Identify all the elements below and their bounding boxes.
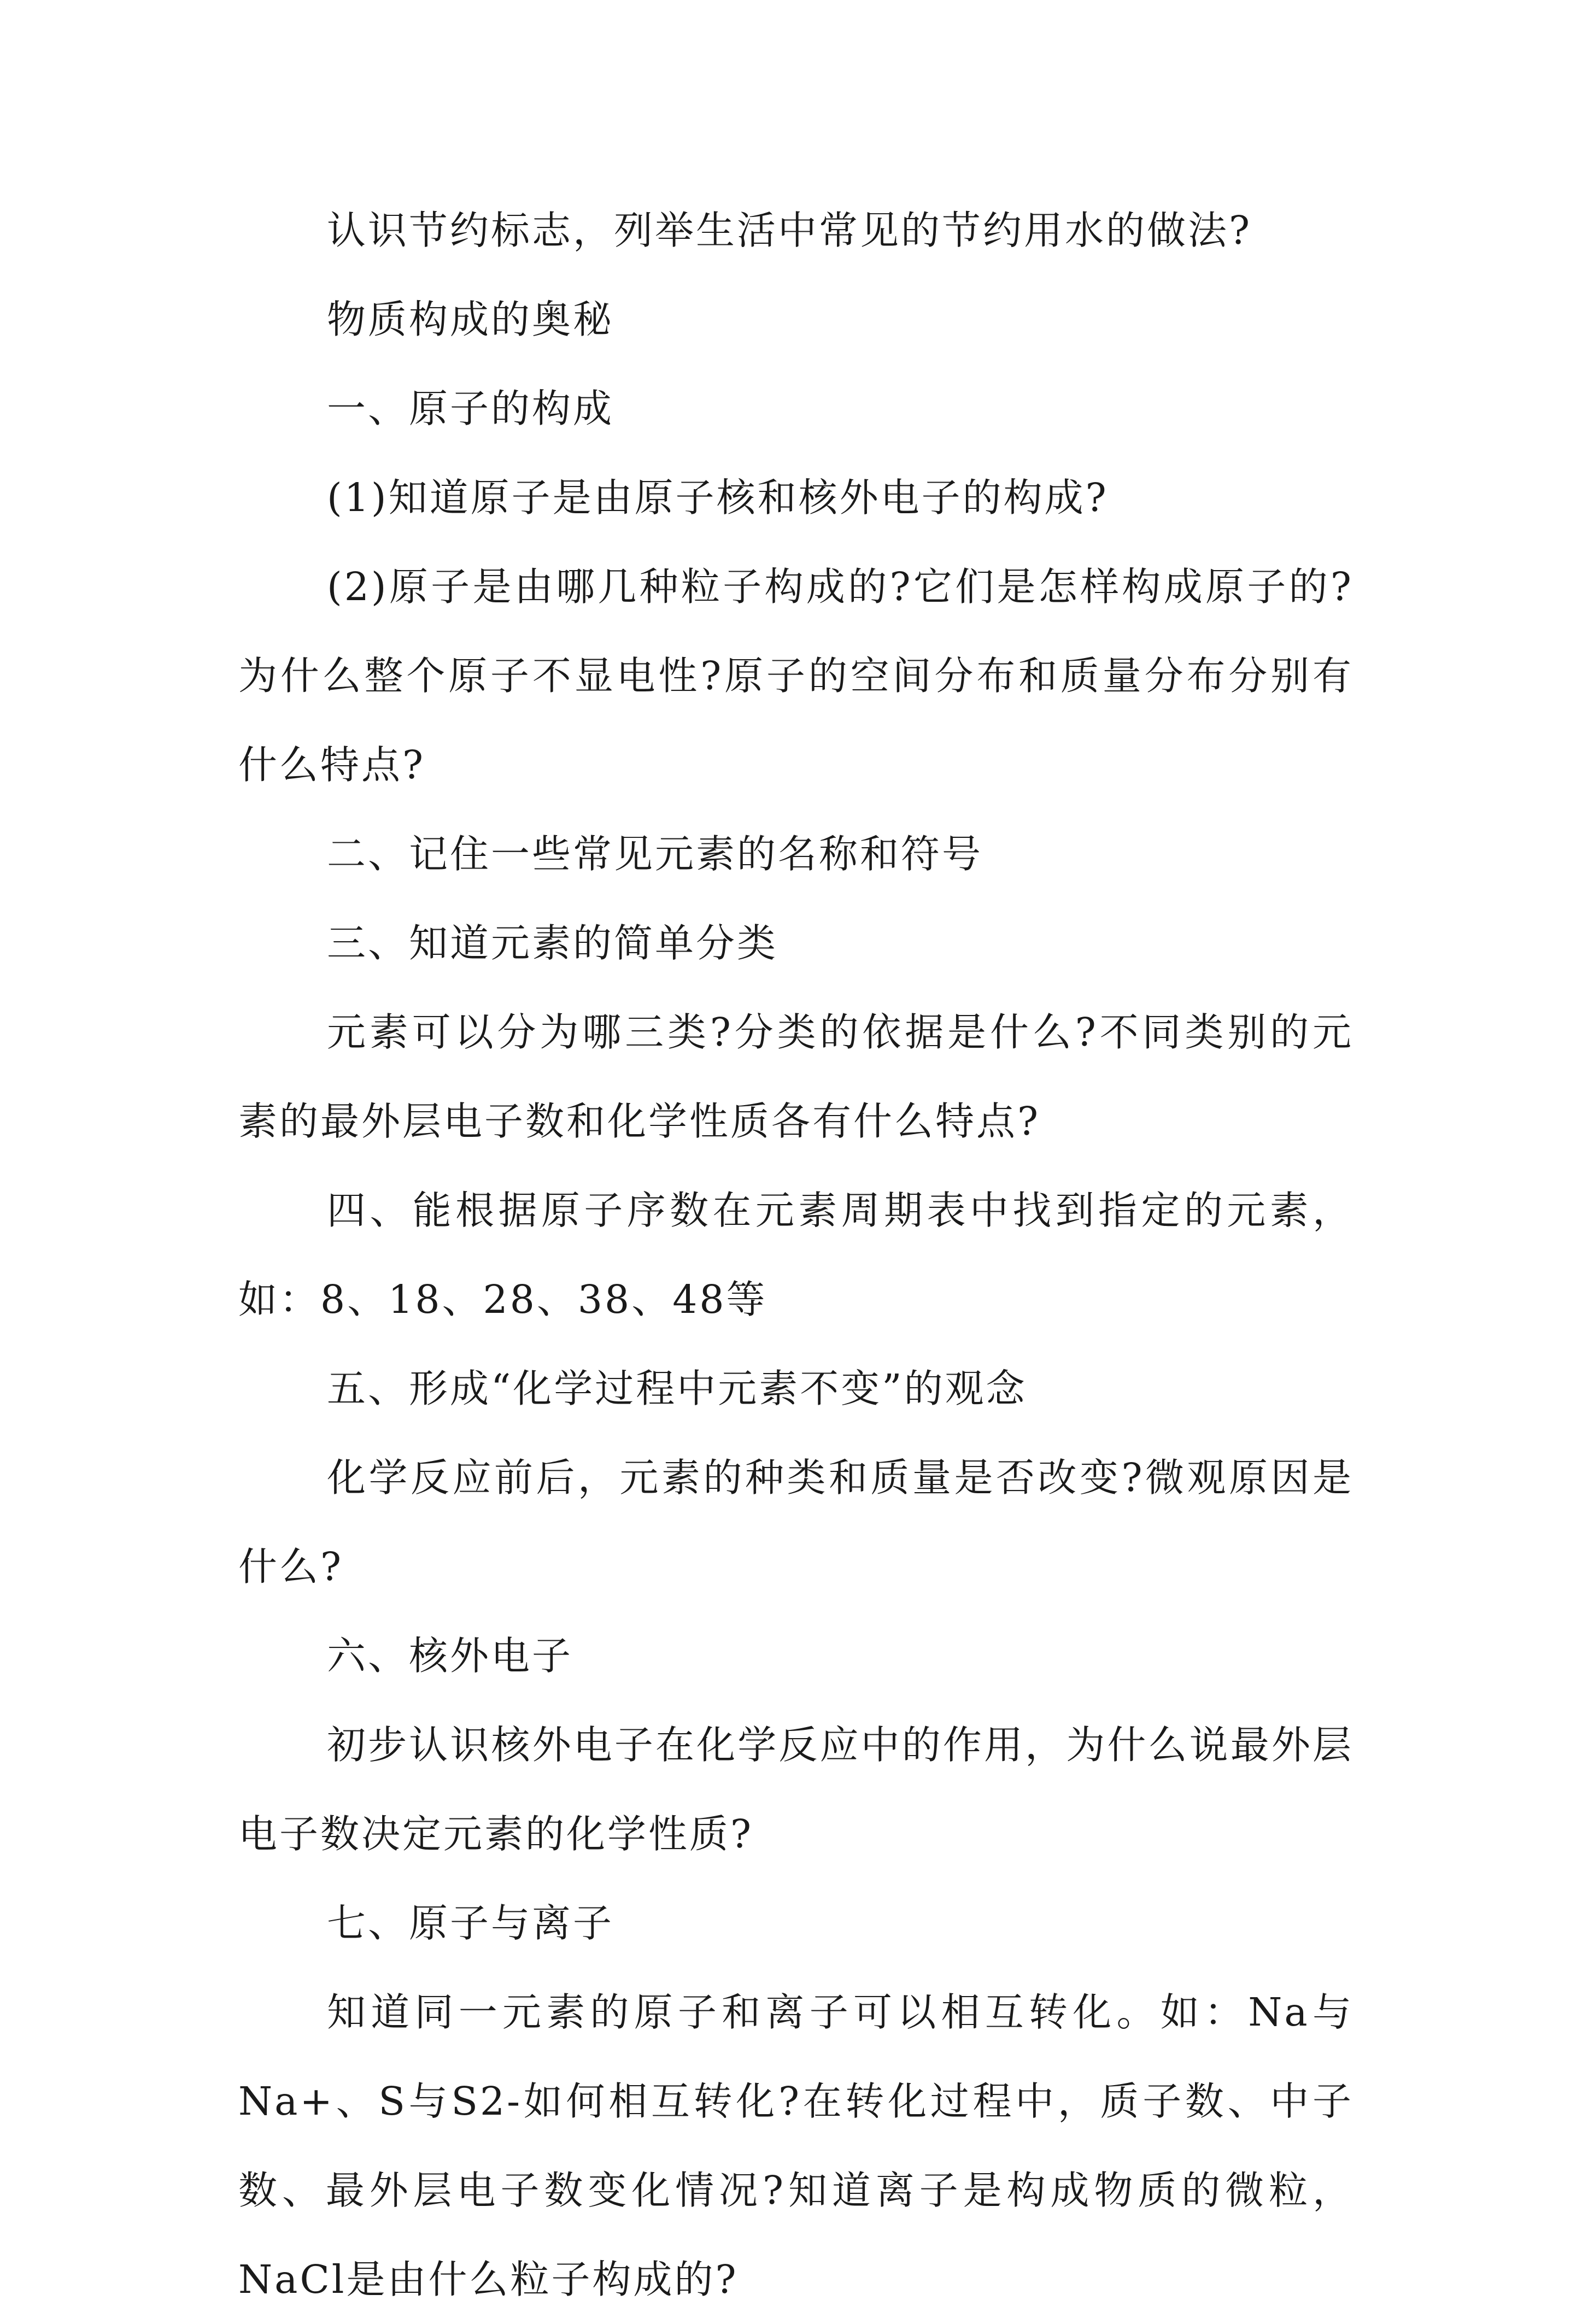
paragraph-element-classes: 元素可以分为哪三类?分类的依据是什么?不同类别的元素的最外层电子数和化学性质各有什么特点? [238, 1010, 1354, 1144]
section-heading-matter-structure: 物质构成的奥秘 [327, 297, 614, 342]
heading-atoms-and-ions: 七、原子与离子 [327, 1900, 614, 1946]
heading-periodic-table: 四、能根据原子序数在元素周期表中找到指定的元素，如：8、18、28、38、48等 [238, 1188, 1354, 1322]
paragraph-point-1: (1)知道原子是由原子核和核外电子的构成? [327, 475, 1109, 520]
heading-atom-structure: 一、原子的构成 [327, 386, 614, 431]
paragraph-atoms-and-ions: 知道同一元素的原子和离子可以相互转化。如：Na与Na+、S与S2-如何相互转化?在转化过程中，质子数、中子数、最外层电子数变化情况?知道离子是构成物质的微粒，NaCl是由什么粒子构成的? [238, 1990, 1354, 2302]
heading-element-classification: 三、知道元素的简单分类 [327, 920, 778, 966]
heading-element-conservation: 五、形成“化学过程中元素不变”的观念 [327, 1366, 1027, 1411]
heading-outer-electrons: 六、核外电子 [327, 1633, 573, 1679]
heading-element-names: 二、记住一些常见元素的名称和符号 [327, 831, 983, 877]
paragraph-water-saving: 认识节约标志，列举生活中常见的节约用水的做法? [327, 208, 1252, 253]
document-body [238, 186, 1354, 2324]
paragraph-reaction-conservation: 化学反应前后，元素的种类和质量是否改变?微观原因是什么? [238, 1455, 1354, 1589]
paragraph-outer-electrons: 初步认识核外电子在化学反应中的作用，为什么说最外层电子数决定元素的化学性质? [238, 1722, 1354, 1857]
paragraph-point-2: (2)原子是由哪几种粒子构成的?它们是怎样构成原子的?为什么整个原子不显电性?原子的空间分布和质量分布分别有什么特点? [238, 564, 1354, 788]
